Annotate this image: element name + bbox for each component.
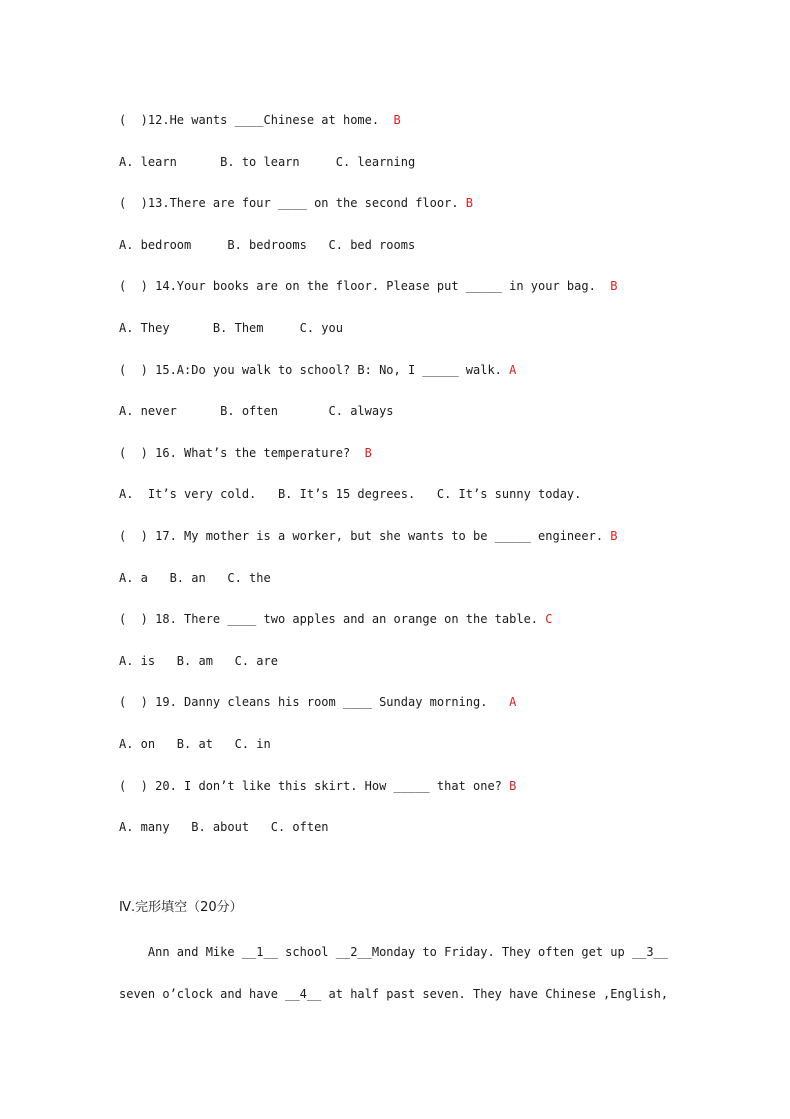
answer-key: B <box>610 279 618 293</box>
question-stem: ( ) 20. I don’t like this skirt. How _____ that one? <box>119 779 510 793</box>
passage-line: Ann and Mike __1__ school __2__Monday to Friday. They often get up __3__ <box>119 945 669 959</box>
options-14: A. They B. Them C. you <box>119 321 343 335</box>
question-19 <box>119 694 516 710</box>
answer-key: B <box>610 529 618 543</box>
question-16 <box>119 445 372 461</box>
options-15: A. never B. often C. always <box>119 404 394 418</box>
question-stem: ( ) 18. There ____ two apples and an orange on the table. <box>119 612 546 626</box>
section-title: Ⅳ.完形填空（20分） <box>119 900 243 915</box>
answer-key: A <box>509 695 517 709</box>
question-stem: ( ) 19. Danny cleans his room ____ Sunday morning. <box>119 695 510 709</box>
options-18: A. is B. am C. are <box>119 654 278 668</box>
question-15 <box>119 362 516 378</box>
question-17 <box>119 528 618 544</box>
options-16: A. It’s very cold. B. It’s 15 degrees. C. It’s sunny today. <box>119 487 582 501</box>
passage-line: seven o’clock and have __4__ at half past seven. They have Chinese ,English, <box>119 987 669 1001</box>
answer-key: C <box>545 612 553 626</box>
question-stem: ( ) 16. What’s the temperature? <box>119 446 365 460</box>
options-20: A. many B. about C. often <box>119 820 329 834</box>
question-stem: ( ) 17. My mother is a worker, but she wants to be _____ engineer. <box>119 529 611 543</box>
question-stem: ( )12.He wants ____Chinese at home. <box>119 113 394 127</box>
question-20 <box>119 778 516 794</box>
question-stem: ( ) 14.Your books are on the floor. Please put _____ in your bag. <box>119 279 611 293</box>
answer-key: B <box>364 446 372 460</box>
question-12 <box>119 112 401 128</box>
question-stem: ( ) 15.A:Do you walk to school? B: No, I _____ walk. <box>119 363 510 377</box>
question-13 <box>119 195 473 211</box>
question-stem: ( )13.There are four ____ on the second floor. <box>119 196 466 210</box>
answer-key: B <box>509 779 517 793</box>
options-19: A. on B. at C. in <box>119 737 271 751</box>
options-17: A. a B. an C. the <box>119 571 271 585</box>
question-18 <box>119 611 553 627</box>
options-13: A. bedroom B. bedrooms C. bed rooms <box>119 238 416 252</box>
answer-key: A <box>509 363 517 377</box>
answer-key: B <box>465 196 474 210</box>
options-12: A. learn B. to learn C. learning <box>119 155 416 169</box>
answer-key: B <box>393 113 401 127</box>
question-14 <box>119 278 618 294</box>
